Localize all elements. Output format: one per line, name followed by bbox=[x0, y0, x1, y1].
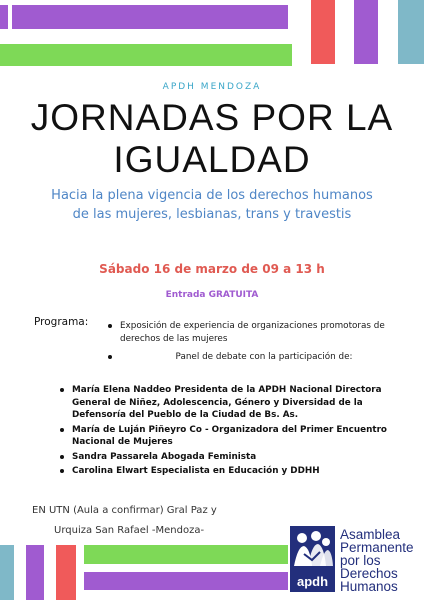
list-item: Panel de debate con la participación de: bbox=[108, 351, 408, 364]
logo-line: Permanente bbox=[340, 540, 414, 555]
bottom-bar-purple-wide bbox=[84, 572, 288, 590]
program-label: Programa: bbox=[34, 316, 89, 328]
top-bar-teal bbox=[398, 0, 424, 64]
program-list bbox=[108, 320, 408, 370]
title-line-2: IGUALDAD bbox=[113, 139, 311, 180]
list-item: Carolina Elwart Especialista en Educación y DDHH bbox=[60, 465, 395, 478]
list-item: María Elena Naddeo Presidenta de la APDH Nacional Directora General de Niñez, Adolescencia, Género y Diversidad de la Defensoría del Pueblo de la Ciudad de Bs. As. bbox=[60, 384, 395, 422]
top-bar-purple bbox=[12, 5, 288, 29]
apdh-logo bbox=[290, 526, 335, 592]
top-bar-purple-right bbox=[354, 0, 378, 64]
organization-label: APDH MENDOZA bbox=[162, 82, 262, 92]
list-item: Exposición de experiencia de organizaciones promotoras de derechos de las mujeres bbox=[108, 320, 408, 345]
logo-mark-text: apdh bbox=[296, 574, 329, 589]
event-date: Sábado 16 de marzo de 09 a 13 h bbox=[99, 262, 325, 276]
logo-text bbox=[340, 528, 424, 593]
logo-line: Humanos bbox=[340, 579, 398, 594]
location-line-2: Urquiza San Rafael -Mendoza- bbox=[54, 525, 205, 536]
bottom-bar-red bbox=[56, 545, 76, 600]
top-bar-red bbox=[311, 0, 335, 64]
subtitle: Hacia la plena vigencia de los derechos humanos de las mujeres, lesbianas, trans y travestis bbox=[51, 188, 373, 222]
list-item: María de Luján Piñeyro Co - Organizadora del Primer Encuentro Nacional de Mujeres bbox=[60, 424, 395, 449]
bottom-bar-purple bbox=[26, 545, 44, 600]
logo-line: Derechos bbox=[340, 566, 398, 581]
bottom-bar-green bbox=[84, 545, 288, 564]
logo-line: Asamblea bbox=[340, 527, 401, 542]
panelist-list bbox=[60, 384, 395, 480]
logo-line: por los bbox=[340, 553, 381, 568]
top-bar-purple-left bbox=[0, 5, 8, 29]
title-line-1: JORNADAS POR LA bbox=[30, 97, 394, 138]
top-bar-green bbox=[0, 44, 292, 66]
location-line-1: EN UTN (Aula a confirmar) Gral Paz y bbox=[32, 505, 217, 516]
list-item: Sandra Passarela Abogada Feminista bbox=[60, 451, 395, 464]
bottom-bar-teal bbox=[0, 545, 14, 600]
entry-info: Entrada GRATUITA bbox=[165, 290, 259, 300]
